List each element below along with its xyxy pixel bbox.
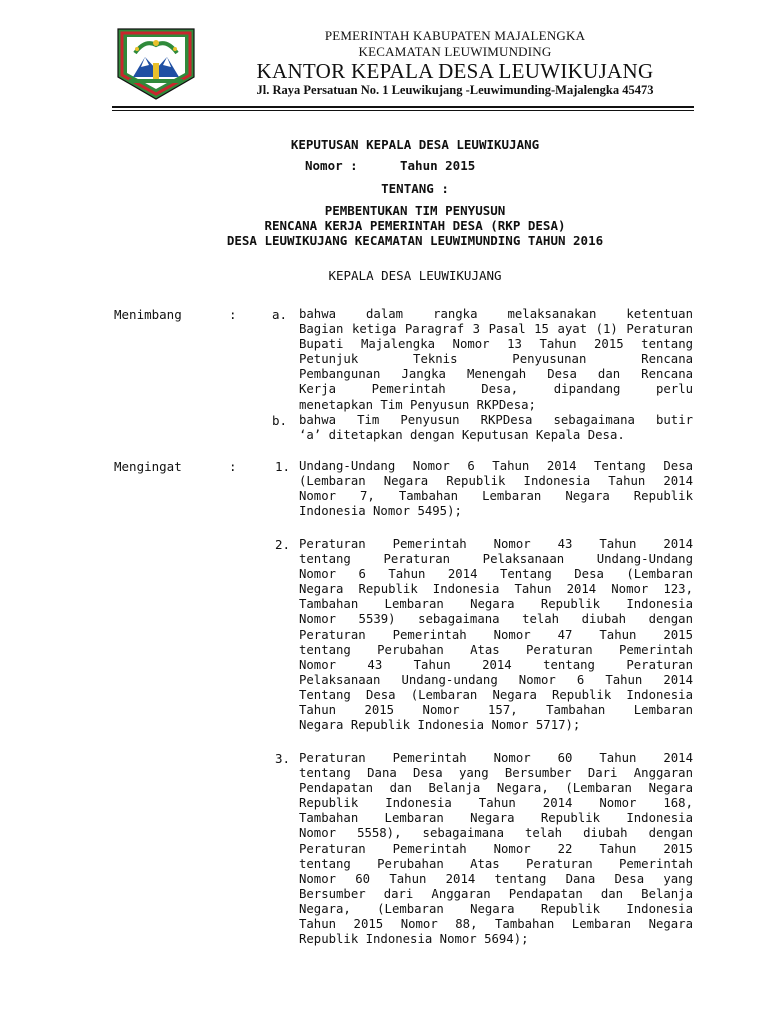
paragraph-line: Negara, (Lembaran Negara Republik Indonesia	[299, 901, 693, 916]
paragraph-line: Bupati Majalengka Nomor 13 Tahun 2015 tentang	[299, 337, 693, 352]
paragraph-line: Bagian ketiga Paragraf 3 Pasal 15 ayat (1) Peraturan	[299, 322, 693, 337]
letterhead-rule-thick	[112, 106, 694, 108]
paragraph-line: Tahun 2015 Nomor 157, Tambahan Lembaran	[299, 703, 693, 718]
paragraph-line: Peraturan Pemerintah Nomor 47 Tahun 2015	[299, 627, 693, 642]
mengingat-marker-3: 3.	[275, 751, 291, 766]
paragraph-line: Kerja Pemerintah Desa, dipandang perlu	[299, 382, 693, 397]
decree-subject-line-3: DESA LEUWIKUJANG KECAMATAN LEUWIMUNDING TAHUN 2016	[226, 233, 604, 248]
paragraph-line: Nomor 7, Tambahan Lembaran Negara Republik	[299, 489, 693, 504]
letterhead-office: KANTOR KEPALA DESA LEUWIKUJANG	[256, 59, 654, 83]
paragraph-line: Negara Republik Indonesia Tahun 2014 Nomor 123,	[299, 582, 693, 597]
paragraph-line: Undang-Undang Nomor 6 Tahun 2014 Tentang Desa	[299, 459, 693, 473]
paragraph-line: Peraturan Pemerintah Nomor 60 Tahun 2014	[299, 751, 693, 765]
paragraph-line: Nomor 5558), sebagaimana telah diubah dengan	[299, 826, 693, 841]
paragraph-line: bahwa dalam rangka melaksanakan ketentuan	[299, 307, 693, 321]
paragraph-line: Peraturan Pemerintah Nomor 22 Tahun 2015	[299, 841, 693, 856]
decree-tentang: TENTANG :	[381, 181, 449, 196]
mengingat-marker-1: 1.	[275, 459, 291, 474]
letterhead-address: Jl. Raya Persatuan No. 1 Leuwikujang -Leuwimunding-Majalengka 45473	[256, 83, 654, 97]
paragraph-line: Negara Republik Indonesia Nomor 5717);	[299, 718, 581, 733]
paragraph-line: Tentang Desa (Lembaran Negara Republik Indonesia	[299, 687, 693, 702]
paragraph-line: Pendapatan dan Belanja Negara, (Lembaran Negara	[299, 781, 693, 796]
decree-year: Tahun 2015	[400, 158, 476, 173]
menimbang-label: Menimbang	[114, 307, 182, 322]
decree-subject-line-2: RENCANA KERJA PEMERINTAH DESA (RKP DESA)	[264, 218, 566, 233]
letterhead-district: KECAMATAN LEUWIMUNDING	[358, 44, 552, 59]
decree-title: KEPUTUSAN KEPALA DESA LEUWIKUJANG	[290, 137, 540, 152]
paragraph-line: Pelaksanaan Undang-undang Nomor 6 Tahun 2014	[299, 672, 693, 687]
menimbang-item-a	[299, 307, 693, 413]
paragraph-line: tentang Dana Desa yang Bersumber Dari Anggaran	[299, 766, 693, 781]
mengingat-label: Mengingat	[114, 459, 182, 474]
paragraph-line: Bersumber dari Anggaran Pendapatan dan Belanja	[299, 886, 693, 901]
letterhead-government: PEMERINTAH KABUPATEN MAJALENGKA	[324, 28, 586, 43]
paragraph-line: Peraturan Pemerintah Nomor 43 Tahun 2014	[299, 537, 693, 551]
menimbang-colon: :	[229, 307, 237, 322]
paragraph-line: Republik Indonesia Tahun 2014 Nomor 168,	[299, 796, 693, 811]
paragraph-line: tentang Perubahan Atas Peraturan Pemerintah	[299, 642, 693, 657]
decree-number: Nomor :	[305, 158, 358, 173]
paragraph-line: Nomor 60 Tahun 2014 tentang Dana Desa yang	[299, 871, 693, 886]
paragraph-line: Petunjuk Teknis Penyusunan Rencana	[299, 352, 693, 367]
paragraph-line: ‘a’ ditetapkan dengan Keputusan Kepala Desa.	[299, 428, 625, 443]
paragraph-line: tentang Perubahan Atas Peraturan Pemerintah	[299, 856, 693, 871]
paragraph-line: Tahun 2015 Nomor 88, Tambahan Lembaran Negara	[299, 917, 693, 932]
letterhead-rule-thin	[112, 110, 694, 111]
decree-official: KEPALA DESA LEUWIKUJANG	[328, 268, 502, 283]
decree-subject-line-1: PEMBENTUKAN TIM PENYUSUN	[324, 203, 506, 218]
mengingat-colon: :	[229, 459, 237, 474]
paragraph-line: Republik Indonesia Nomor 5694);	[299, 932, 529, 947]
paragraph-line: bahwa Tim Penyusun RKPDesa sebagaimana butir	[299, 413, 693, 427]
mengingat-marker-2: 2.	[275, 537, 291, 552]
menimbang-marker-b: b.	[272, 413, 288, 428]
paragraph-line: tentang Peraturan Pelaksanaan Undang-Undang	[299, 552, 693, 567]
paragraph-line: Pembangunan Jangka Menengah Desa dan Rencana	[299, 367, 693, 382]
paragraph-line: Tambahan Lembaran Negara Republik Indonesia	[299, 811, 693, 826]
paragraph-line: (Lembaran Negara Republik Indonesia Tahun 2014	[299, 474, 693, 489]
paragraph-line: Nomor 43 Tahun 2014 tentang Peraturan	[299, 657, 693, 672]
mengingat-item-2	[299, 537, 693, 733]
mengingat-item-3	[299, 751, 693, 947]
mengingat-item-1	[299, 459, 693, 519]
paragraph-line: menetapkan Tim Penyusun RKPDesa;	[299, 397, 536, 412]
menimbang-item-b	[299, 413, 693, 443]
paragraph-line: Tambahan Lembaran Negara Republik Indonesia	[299, 597, 693, 612]
paragraph-line: Nomor 5539) sebagaimana telah diubah dengan	[299, 612, 693, 627]
paragraph-line: Nomor 6 Tahun 2014 Tentang Desa (Lembaran	[299, 567, 693, 582]
paragraph-line: Indonesia Nomor 5495);	[299, 504, 462, 519]
majalengka-regency-emblem-icon	[115, 27, 197, 101]
menimbang-marker-a: a.	[272, 307, 288, 322]
